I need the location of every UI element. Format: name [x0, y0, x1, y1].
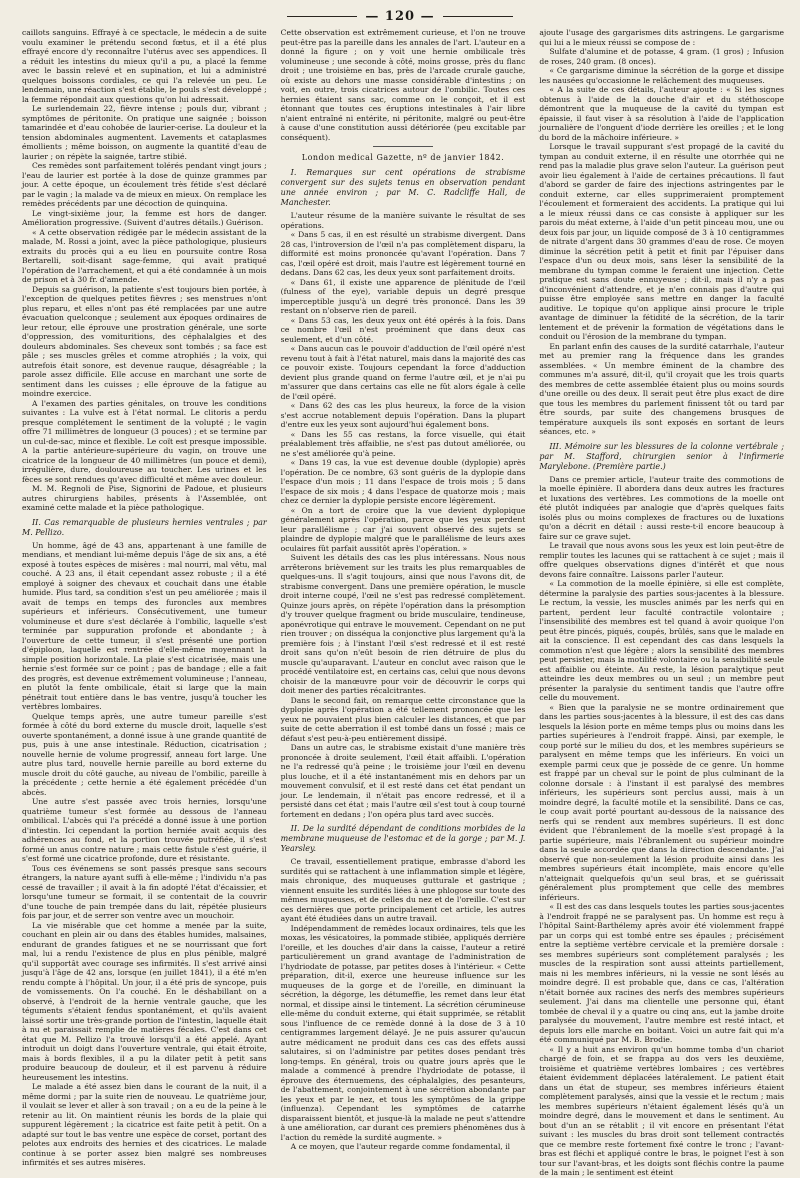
- paragraph: Lorsque le travail suppurant s'est propagé de la cavité du tympan au conduit externe, il en résulte une otorrhée qui ne rend pas la maladie plus grave selon l'auteur. La guérison peut avoir lieu également à l'aide de certaines précautions. Il faut d'abord se garder de faire des injections astringentes par le conduit externe, car elles supprimeraient promptement l'écoulement et formeraient des accidents. La pratique qui lui a le mieux réussi dans ce cas consiste à appliquer sur les parois du méat externe, à l'aide d'un petit pinceau mou, une ou deux fois par jour, un liquide composé de 3 à 10 centigrammes de nitrate d'argent dans 30 grammes d'eau de rose. Ce moyen diminue la sécrétion petit à petit et finit par l'épuiser dans l'espace d'un ou deux mois, sans léser la sensibilité de la membrane du tympan comme le feraient une injection. Cette pratique est sans doute ennuyeuse ; dit-il, mais il n'y a pas d'inconvénient d'attendre, et je n'en connais pas d'autre qui puisse être employée sans mettre en danger la faculté auditive. Le topique qu'on applique ainsi procure le triple avantage de diminuer la fétidité de la sécrétion, de la tarir lentement et de prévenir la formation de végétations dans le conduit ou l'érosion de la membrane du tympan.: [539, 142, 785, 341]
- column-left: [22, 28, 267, 1167]
- paragraph: A l'examen des parties génitales, on trouve les conditions suivantes : La vulve est à l'état normal. Le clitoris a perdu presque complétement le sentiment de la volupté ; le vagin offre 71 millimètres de longueur (3 pouces) ; et se termine par un cul-de-sac, mince et flexible. Le coït est presque impossible. A la partie antérieure-supérieure du vagin, on trouve une cicatrice de la longueur de 40 millimètres (un pouce et demi), irrégulière, dure, douloureuse au toucher. Les urines et les fèces se sont rendues qu'avec difficulté et même avec douleur.: [22, 398, 267, 484]
- paragraph: Sulfate d'alumine et de potasse, 4 gram. (1 gros) ; Infusion de roses, 240 gram. (8 onces).: [539, 47, 785, 66]
- paragraph: « Dans 19 cas, la vue est devenue double (dyplopie) après l'opération. De ce nombre, 63 sont guéris de la dyplopie dans l'espace d'un mois ; 11 dans l'espace de trois mois ; 5 dans l'espace de six mois ; 4 dans l'espace de quatorze mois ; mais chez ce dernier la dyplopie persiste encore légèrement.: [280, 458, 526, 505]
- paragraph: « Bien que la paralysie ne se montre ordinairement que dans les parties sous-jacentes à la blessure, il est des cas dans lesquels la lésion porte en même temps plus ou moins dans les parties supérieures à l'endroit frappé. Ainsi, par exemple, le coup porté sur le milieu du dos, et les membres supérieurs se paralysent en même temps que les inférieurs. En voici un exemple parmi ceux que je possède de ce genre. Un homme est frappé par un cheval sur le point de plus culminant de la colonne dorsale : à l'instant il est paralysé des membres inférieurs, les supérieurs sont perclus aussi, mais à un moindre degré, la faculté motile et la sensibilité. Dans ce cas, le coup avait porté pourtant au-dessous de la naissance des nerfs qui se rendent aux membres supérieurs. Il est donc évident que l'ébranlement de la moelle s'est propagé à la partie supérieure, mais l'ébranlement ou supérieur moindre dans la seule accordée que dans la direction descendante. J'ai observé que non-seulement la lésion produite ainsi dans les membres supérieurs était incomplète, mais encore qu'elle n'atteignait quelquefois qu'un seul bras, et se guérissait généralement plus promptement que celle des membres inférieurs.: [539, 702, 785, 902]
- paragraph: Dans un autre cas, le strabisme existait d'une manière très prononcée à droite seulement, l'œil était affaibli. L'opération ne l'a redressé qu'à peine ; le troisième jour l'œil en devenu plus louche, et il a été instantanément mis en dehors par un mouvement convulsif, et il est resté dans cet état pendant un jour. Le lendemain, il n'était pas encore redressé, et il a persisté dans cet état ; mais l'autre œil s'est tout à coup tourné fortement en dedans ; l'on opéra plus tard avec succès.: [280, 743, 526, 819]
- paragraph: Le surlendemain 22, fièvre intense ; pouls dur, vibrant ; symptômes de péritonite. On pratique une saignée ; boisson tamarindée et d'eau cohobée de laurier-cerise. La douleur et la tension abdominales augmentent. Lavements et cataplasmes émollients ; même boisson, on augmente la quantité d'eau de laurier ; on répète la saignée, tartre stibié.: [22, 104, 267, 161]
- paragraph: Indépendamment de remèdes locaux ordinaires, tels que les moxas, les vésicatoires, la pommade stibiée, appliqués derrière l'oreille, et les douches d'air dans la caisse, l'auteur a retiré particulièrement un grand avantage de l'administration de l'hydriodate de potasse, par petites doses à l'intérieur. « Cette préparation, dit-il, exerce une heureuse influence sur les muqueuses de la gorge et de l'oreille, en diminuant la sécrétion, la dégorge, les détumeffie, les remet dans leur état normal, et dissipe ainsi le tintement. La sécrétion cérumineuse elle-même du conduit externe, qui était supprimée, se rétablit sous l'influence de ce remède donné à la dose de 3 à 10 centigrammes largement délayé. Je ne puis assurer qu'aucun autre médicament ne produit dans ces cas des effets aussi salutaires, si on l'administre par petites doses pendant très long-temps. En général, trois ou quatre jours après que le malade a commencé à prendre l'hydriodate de potasse, il éprouve des éternuemens, des céphalalgies, des pesanteurs, de l'abattement, conjointement à une sécrétion abondante par les yeux et par le nez, et tous les symptômes de la grippe (influenza). Cependant les symptômes de catarrhe disparaissent bientôt, et jusque-là la malade ne peut s'attendre à une amélioration, car durant ces premiers phénomènes dus à l'action du remède la surdité augmente. »: [280, 923, 526, 1142]
- paragraph: Suivent les détails des cas les plus intéressans. Nous nous arrêterons brièvement sur les traits les plus remarquables de quelques-uns. Il s'agit toujours, ainsi que nous l'avons dit, de strabisme convergent. Dans une première opération, le muscle droit interne coupé, l'œil ne s'est pas redressé complètement. Quinze jours après, on répète l'opération dans la présomption d'y trouver quelque fragment ou bride musculaire, tendineuse, aponévrotique qui entrave le mouvement. Cependant on ne put rien trouver ; on disséqua la conjonctive plus largement qu'à la première fois ; à l'instant l'œil s'est redressé et il est resté droit sans qu'on n'eût besoin de rien détruire de plus du muscle qu'auparavant. L'auteur en conclut avec raison que le procédé ventilatoire est, en certains cas, celui que nous devons choisir de la manœuvre pour voir de découvrir le corps qui doit mener des parties récalcitrantes.: [280, 553, 526, 695]
- paragraph: Un homme, âgé de 43 ans, appartenant à une famille de mendians, et mendiant lui-même depuis l'âge de six ans, a été exposé à toutes espèces de misères : mal nourri, mal vêtu, mal couché. A 23 ans, il était cependant assez robuste ; il a été employé à soigner des chevaux et couchait dans une étable humide. Plus tard, sa condition s'est un peu améliorée ; mais il avait de temps en temps des furoncles aux membres supérieurs et inférieurs. Consécutivement, une tumeur volumineuse et dure s'est déclarée à l'ombilic, laquelle s'est terminée par suppuration profonde et abondante ; à l'ouverture de cette tumeur, il s'est présenté une portion d'épiploon, laquelle est rentrée d'elle-même moyennant la simple position horizontale. La plaie s'est cicatrisée, mais une hernie s'est formée sur ce point ; pas de bandage ; elle a fait des progrès, est devenue extrêmement volumineuse ; l'anneau, en plutôt la fente ombilicale, était si large que la main pénétrait tout entière dans le bas ventre, jusqu'à toucher les vertèbres lombaires.: [22, 540, 267, 711]
- paragraph: A ce moyen, que l'auteur regarde comme fondamental, il: [290, 1142, 511, 1151]
- paragraph: « Dans les 55 cas restans, la force visuelle, qui était préalablement très affaiblie, ne s'est pas dutout améliorée, ou ne s'est améliorée qu'à peine.: [280, 429, 526, 458]
- paragraph: caillots sanguins. Effrayé à ce spectacle, le médecin a de suite voulu examiner le prétendu second fœtus, et il a été plus effrayé encore d'y reconnaître l'utérus avec ses appendices. Il a réduit les intestins du mieux qu'il a pu, a placé la femme avec le bassin relevé et en supination, et lui a administré quelques boissons cordiales, ce qui l'a relevée un peu. Le lendemain, une réaction s'est établie, le pouls s'est développé ; la femme répondait aux questions qu'on lui adressait.: [22, 28, 267, 104]
- paragraph: M. M. Regnoli de Pise, Signorini de Padoue, et plusieurs autres chirurgiens habiles, présents à l'Assemblée, ont examiné cette malade et la pièce pathologique.: [22, 484, 267, 512]
- paragraph: « A cette observation rédigée par le médecin assistant de la malade, M. Rossi a joint, avec la pièce pathologique, plusieurs extraits du procès qui a eu lieu en poursuite contre Rosa Bertarelli, soit-disant sage-femme, qui avait pratiqué l'opération de l'arrachement, et qui a été condamnée à un mois de prison et à 30 fr. d'amende.: [22, 227, 267, 284]
- text-columns: [22, 28, 785, 1177]
- paragraph: « Dans 5 cas, il en est résulté un strabisme divergent. Dans 28 cas, l'introversion de l'œil n'a pas complètement disparu, la difformité est moins prononcée qu'avant l'opération. Dans 7 cas, l'œil opéré est droit, mais l'autre est légèrement tourné en dedans. Dans 62 cas, les deux yeux sont parfaitement droits.: [280, 230, 526, 277]
- paragraph: « Il y a huit ans environ qu'un homme tomba d'un chariot chargé de foin, et se frappa au dos vers les deuxième, troisième et quatrième vertèbres lombaires ; ces vertèbres étaient évidemment déplacées latéralement. Le patient était dans un état de stupeur, ses membres inférieurs étaient complètement paralysés, ainsi que la vessie et le rectum ; mais les membres supérieurs n'étaient également lésés qu'à un moindre degré, dans le mouvement et dans le sentiment. Au bout d'un an se rétablit ; il vit encore en présentant l'état suivant : les muscles du bras droit sont tellement contractés que ce membre reste fortement fixé contre le tronc ; l'avant-bras est fléchi et appliqué contre le bras, le poignet l'est à son tour sur l'avant-bras, et les doigts sont fléchis contre la paume de la main ; le sentiment est éteint: [539, 1044, 785, 1177]
- paragraph: La vie misérable que cet homme a menée par la suite, couchant en plein air ou dans des étables humides, malsaines, endurant de grandes fatigues et ne se nourrissant que fort mal, lui a rendu l'existence de plus en plus pénible, malgré qu'il supportât avec courage ses infirmités. Il s'est arrivé ainsi jusqu'à l'âge de 42 ans, lorsque (en juillet 1841), il a été m'en rendu compte à l'hôpital. Un jour, il a été pris de syncope, puis de vomissements. On l'a couché. En le déshabillant on a observé, à l'endroit de la hernie ventrale gauche, que les téguments s'étaient fendus spontanément, et qu'ils avaient laissé sortir une très-grande portion de l'intestin, laquelle était à nu et paraissait remplie de matières fécales. C'est dans cet état que M. Pellizo l'a trouvé lorsqu'il a été appelé. Ayant introduit un doigt dans l'ouverture ventrale, qui était étroite, mais à bords flexibles, il a pu la dilater petit à petit sans produire beaucoup de douleur, et il est parvenu à réduire heureusement les intestins.: [22, 920, 267, 1082]
- article-title: I. Remarques sur cent opérations de strabisme convergent sur des sujets tenus en observation pendant une année environ ; par M. C. Radcliffe Hall, de Manchester.: [280, 168, 526, 207]
- paragraph: ajoute l'usage des gargarismes dits astringens. Le gargarisme qui lui a le mieux réussi se compose de :: [539, 28, 785, 47]
- section-divider: [373, 146, 433, 147]
- journal-heading: London medical Gazette, nº de janvier 1842.: [301, 153, 505, 162]
- article-title: II. Cas remarquable de plusieurs hernies ventrales ; par M. Pellizo.: [22, 517, 267, 537]
- paragraph: Le malade a été assez bien dans le courant de la nuit, il a même dormi ; par la suite rien de nouveau. Le quatrième jour, il voulait se lever et aller à son travail ; on a eu de la peine à le retenir au lit. On maintient réunis les bords de la plaie qui suppurent légèrement ; la cicatrice est faite petit à petit. On a adapté sur tout le bas ventre une espèce de corset, portant des pelotes aux endroits des hernies et des cicatrices. Le malade continue à se porter assez bien malgré ses nombreuses infirmités et ses autres misères.: [22, 1082, 267, 1167]
- paragraph: « Dans 62 des cas les plus heureux, la force de la vision s'est accrue notablement depuis l'opération. Dans la plupart d'entre eux les yeux sont aujourd'hui également bons.: [280, 401, 526, 429]
- paragraph: « Il est des cas dans lesquels toutes les parties sous-jacentes à l'endroit frappé ne se paralysent pas. Un homme est reçu à l'hôpital Saint-Barthélemy après avoir été violemment frappé par un corps qui est tombé entre ses épaules ; précisément entre la septième vertèbre cervicale et la première dorsale : ses membres supérieurs sont complétement paralysés ; les muscles de la respiration sont aussi atteints partiellement, mais ni les membres inférieurs, ni la vessie ne sont lésés au moindre degré. Il est probable que, dans ce cas, l'altération n'était bornée aux racines des nerfs des membres supérieurs seulement. J'ai dans ma clientelle une personne qui, étant tombée de cheval il y a quatre ou cinq ans, eut la jambe droite paralysée du mouvement, l'autre membre est resté intact, et depuis lors elle marche en boitant. Voici un autre fait qui m'a été communiqué par M. B. Brodie.: [539, 902, 785, 1044]
- header-rule-left: [287, 16, 357, 17]
- paragraph: Dans ce premier article, l'auteur traite des commotions de la moelle épinière. Il abordera dans deux autres les fractures et luxations des vertèbres. Les commotions de la moelle ont été plutôt indiquées par analogie que d'après quelques faits isolés plus ou moins complexes de fractures ou de luxations qu'on a décrit en détail : aussi reste-t-il encore beaucoup à faire sur ce grave sujet.: [539, 474, 785, 541]
- article-title: II. De la surdité dépendant de conditions morbides de la membrane muqueuse de l'estomac et de la gorge ; par M. J. Yearsley.: [280, 824, 526, 853]
- paragraph: Une autre s'est passée avec trois hernies, lorsqu'une quatrième tumeur s'est formée au dessous de l'anneau ombilical. L'abcès qui l'a précédé a donné issue à une portion d'intestin. Ici cependant la portion herniée avait acquis des adhérences au fond, et la portion trouvée putréfiée, il s'est formé un anus contre nature ; mais cette fistule s'est guérie, il s'est formé une cicatrice profonde, dure et résistante.: [22, 797, 267, 863]
- article-title: III. Mémoire sur les blessures de la colonne vertébrale ; par M. Stafford, chirurgien senior à l'infirmerie Marylebone. (Première partie.): [539, 441, 785, 471]
- paragraph: Depuis sa guérison, la patiente s'est toujours bien portée, à l'exception de quelques petites fièvres ; ses menstrues n'ont plus reparu, et elles n'ont pas été remplacées par une autre évacuation quelconque ; seulement aux époques ordinaires de leur retour, elle éprouve une prostration générale, une sorte d'oppression, des vomituritions, des céphalalgies et des douleurs abdominales. Ses cheveux sont tombés ; sa face est pâle ; ses muscles grêles et comme atrophiés ; la voix, qui autrefois était sonore, est devenue rauque, désagréable ; la parole assez difficile. Elle accuse en marchant une sorte de sentiment dans les cuisses ; elle éprouve de la fatigue au moindre exercice.: [22, 284, 267, 398]
- paragraph: L'auteur résume de la manière suivante le résultat de ses opérations.: [280, 211, 526, 230]
- page-number: — 120 —: [365, 8, 435, 24]
- paragraph: « Dans 61, il existe une apparence de plénitude de l'œil (fulness of the eye), variable depuis un degré presque imperceptible jusqu'à un degré très prononcé. Dans les 39 restant on n'observe rien de pareil.: [280, 277, 526, 315]
- paragraph: Ce travail, essentiellement pratique, embrasse d'abord les surdités qui se rattachent à une inflammation simple et légère, mais chronique, des muqueuses gutturale et gastrique ; viennent ensuite les surdités liées à une phlogose sur toute des mêmes muqueuses, et de celles du nez et de l'oreille. C'est sur ces dernières que porte principalement cet article, les autres ayant été étudiées dans un autre travail.: [280, 857, 526, 923]
- paragraph: Quelque temps après, une autre tumeur pareille s'est formée à côté du bord externe du muscle droit, laquelle s'est ouverte spontanément, a donné issue à une grande quantité de pus, puis à une anse intestinale. Réduction, cicatrisation ; nouvelle hernie de volume progressif, anneau fort large. Une autre plus tard, nouvelle hernie pareille au bord externe du muscle droit du côté gauche, au niveau de l'ombilic, pareille à la précédente ; cette hernie a été également précédée d'un abcès.: [22, 711, 267, 797]
- header-rule-right: [443, 16, 513, 17]
- paragraph: Le travail que nous avons sous les yeux est loin peut-être de remplir toutes les lacunes qui se rattachent à ce sujet ; mais il offre quelques observations dignes d'intérêt et que nous devons faire connaître. Laissons parler l'auteur.: [539, 541, 785, 579]
- paragraph: « Dans aucun cas le pouvoir d'adduction de l'œil opéré n'est revenu tout à fait à l'état naturel, mais dans la majorité des cas ce pouvoir existe. Toujours cependant la force d'adduction devient plus grande quand on ferme l'autre œil, et je n'ai pu m'assurer que dans certains cas elle ne fût alors égale à celle de l'œil opéré.: [280, 344, 526, 401]
- paragraph: Dans le second fait, on remarque cette circonstance que la dyplopie après l'opération a été tellement prononcée que les yeux ne pouvaient plus bien calculer les distances, et que par suite de cette aberration il est tombé dans un fossé ; mais ce défaut s'est peu-à-peu entièrement dissipé.: [280, 695, 526, 743]
- paragraph: « A la suite de ces détails, l'auteur ajoute : « Si les signes obtenus à l'aide de la douche d'air et du stéthoscope démontrent que la muqueuse de la cavité du tympan est épaissie, il faut viser à sa résolution à l'aide de l'application journalière de l'onguent d'iode derrière les oreilles ; et le long du bord de la mâchoire inférieure. »: [539, 85, 785, 142]
- paragraph: « On a tort de croire que la vue devient dyplopique généralement après l'opération, parce que les yeux perdent leur parallélisme ; car j'ai souvent observé des sujets se plaindre de dyplopie malgré que le parallélisme de leurs axes oculaires fût parfait aussitôt après l'opération. »: [280, 505, 526, 553]
- paragraph: « Ce gargarisme diminue la sécrétion de la gorge et dissipe les nausées qu'occasionne le relâchement des muqueuses.: [539, 66, 785, 85]
- paragraph: Ces remèdes sont parfaitement tolérés pendant vingt jours ; l'eau de laurier est portée à la dose de quinze grammes par jour. A cette époque, un écoulement très fétide s'est déclaré par le vagin ; la malade va de mieux en mieux. On remplace les remèdes précédents par une décoction de quinquina.: [22, 161, 267, 208]
- paragraph: Tous ces événemens se sont passés presque sans secours étrangers, la nature ayant suffi à elle-même ; l'individu n'a pas cessé de travailler ; il avait à la fin adopté l'état d'écaissier, et lorsqu'une tumeur se formait, il se contentait de la couvrir d'une touche de pain trempée dans du lait, répétée plusieurs fois par jour, et de serrer son ventre avec un mouchoir.: [22, 863, 267, 920]
- paragraph: Cette observation est extrêmement curieuse, et l'on ne trouve peut-être pas la pareille dans les annales de l'art. L'auteur en a donné la figure ; on y voit une hernie ombilicale très volumineuse ; une seconde à côté, moins grosse, près du flanc droit ; une troisième en bas, près de l'arcade crurale gauche, où existe au dehors une masse considérable d'intestins ; on voit, en outre, trois cicatrices autour de l'ombilic. Toutes ces hernies étaient sans sac, comme on le conçoit, et il est étonnant que toutes ces éruptions intestinales à l'air libre n'aient entraîné ni entérite, ni péritonite, malgré ou peut-être à cause d'une constitution aussi détériorée (peu excitable par conséquent).: [280, 28, 526, 142]
- paragraph: En parlant enfin des causes de la surdité catarrhale, l'auteur met au premier rang la fréquence dans les grandes assemblées. « Un membre éminent de la chambre des communes m'a assuré, dit-il, qu'il croyait que les trois quarts des membres de cette assemblée étaient plus ou moins sourds d'une oreille ou des deux. Il serait peut être plus exact de dire que tous les membres du parlement finissent tôt ou tard par être sourds, par suite des changemens brusques de température auxquels ils sont exposés en sortant de leurs séances, etc. »: [539, 341, 785, 436]
- page-header: [0, 6, 800, 26]
- paragraph: « La commotion de la moelle épinière, si elle est complète, détermine la paralysie des parties sous-jacentes à la blessure. Le rectum, la vessie, les muscles animés par les nerfs qui en partent, perdent leur faculté contractile volontaire ; l'insensibilité des membres est tel quand à avoir quoique l'on peut être pincés, piqués, coupés, brûlés, sans que le malade en ait la conscience. Il est cependant des cas dans lesquels la commotion n'est que légère ; alors la sensibilité des membres peut persister, mais la motilité volontaire ou la sensibilité seule est affaiblie ou éteinte. Au reste, la lésion paralytique peut atteindre les deux membres ou un seul ; un membre peut présenter la paralysie du sentiment tandis que l'autre offre celle du mouvement.: [539, 579, 785, 702]
- paragraph: Le vingt-sixième jour, la femme est hors de danger. Amélioration progressive. (Suivent d'autres détails.) Guérison.: [22, 208, 267, 227]
- column-right: [539, 28, 785, 1177]
- paragraph: « Dans 53 cas, les deux yeux ont été opérés à la fois. Dans ce nombre l'œil n'est proéminent que dans deux cas seulement, et d'un côté.: [280, 315, 526, 344]
- column-middle: [281, 28, 526, 1150]
